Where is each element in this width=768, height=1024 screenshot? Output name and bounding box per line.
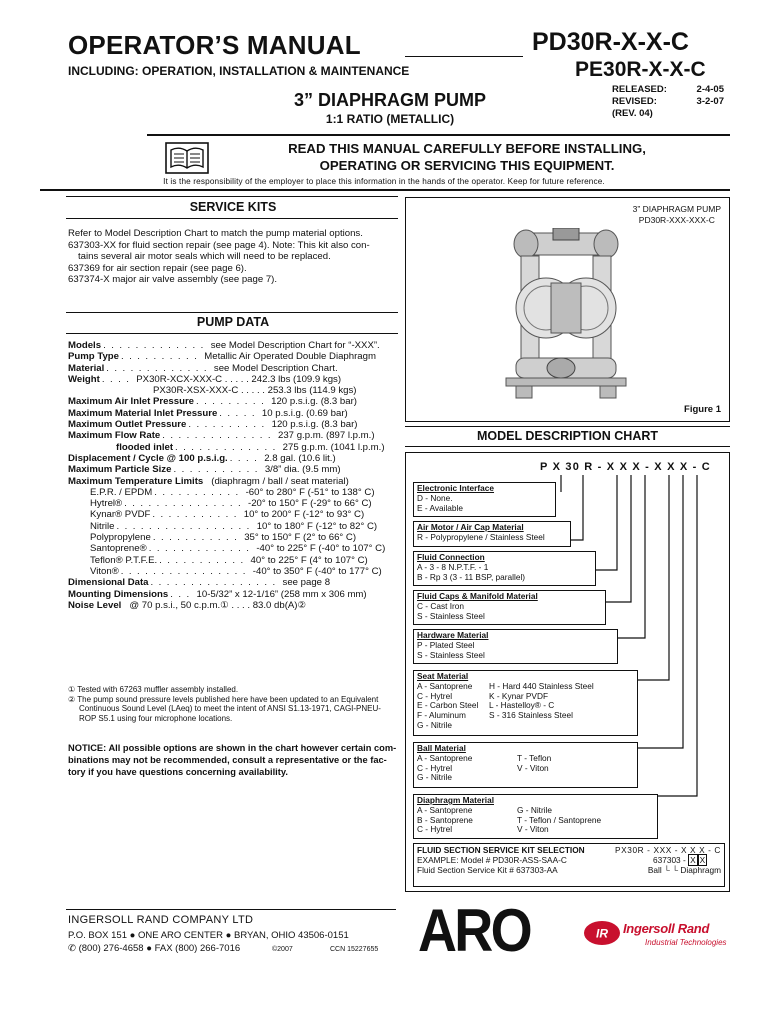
pump-data-leader: . . . . . . . . . . . . . xyxy=(103,340,205,351)
company-address: P.O. BOX 151 ● ONE ARO CENTER ● BRYAN, OHIO 43506-0151 xyxy=(68,930,349,941)
pump-data-row xyxy=(68,589,403,600)
revision-number: (REV. 04) xyxy=(612,108,653,119)
read-manual-warning: READ THIS MANUAL CAREFULLY BEFORE INSTALLING, OPERATING OR SERVICING THIS EQUIPMENT. xyxy=(288,141,646,173)
ingersoll-rand-mark-icon xyxy=(583,920,621,946)
pump-data-row xyxy=(68,532,403,543)
pump-data-row xyxy=(68,396,403,407)
pump-data-value: 10° to 200° F (-12° to 93° C) xyxy=(243,509,365,521)
pump-data-label: E.P.R. / EPDM xyxy=(90,486,153,498)
box-fluid-caps: Fluid Caps & Manifold Material C - Cast Iron S - Stainless Steel xyxy=(413,590,606,625)
pump-data-value: Metallic Air Operated Double Diaphragm xyxy=(204,351,376,363)
pump-data-label: Noise Level xyxy=(68,599,122,611)
pump-data-label: Displacement / Cycle @ 100 p.s.i.g. xyxy=(68,452,228,464)
pump-data-leader: . . . . . . . . . . xyxy=(121,351,199,363)
responsibility-note: It is the responsibility of the employer to place this information in the hands of the operator. Keep for future reference. xyxy=(163,177,605,186)
pump-data-row xyxy=(68,543,403,554)
released-value: 2-4-05 xyxy=(696,84,724,95)
ccn-number: CCN 15227655 xyxy=(330,946,379,953)
pump-data-value: see page 8 xyxy=(282,577,331,589)
pump-data-leader: . . . . . . . . . . . . . . . . . xyxy=(116,520,251,532)
pump-data-row xyxy=(68,419,403,430)
pump-data-value: 120 p.s.i.g. (8.3 bar) xyxy=(271,419,358,431)
pump-data-value: 35° to 150° F (2° to 66° C) xyxy=(244,532,357,544)
pump-data-row xyxy=(68,555,403,566)
pump-data-row xyxy=(68,453,403,464)
pump-data-leader: . . . . . . . . . . . . . . . . xyxy=(120,565,247,577)
pump-data-leader: . . . . . . . . . . . xyxy=(173,464,259,476)
footnotes: ① Tested with 67263 muffler assembly installed. ② The pump sound pressure levels published here have been updated to an Equivalent Continuous Sound Level (LAeq) to meet the intent of ANSI S1.13-1971, CAGI-PNEU- ROP S5.1 using four microphone locations. xyxy=(68,685,381,723)
figure-label: Figure 1 xyxy=(684,404,721,415)
pump-data-label: Maximum Temperature Limits xyxy=(68,475,204,487)
pump-data-leader: . . . . . . . . . . . xyxy=(154,486,240,498)
pump-data-value: 10-5/32” x 12-1/16” (258 mm x 306 mm) xyxy=(196,588,367,600)
pump-data-leader: . . . . . . . . . . . xyxy=(152,509,238,521)
box-service-kit-selection: FLUID SECTION SERVICE KIT SELECTION PX30R - XXX - X X X - C EXAMPLE: Model # PD30R-ASS-SAA-C 637303 - X X Fluid Section Service Kit # 637303-AA Ball └ └ Diaphragm xyxy=(413,843,725,887)
pump-data-label: Weight xyxy=(68,373,100,385)
pump-data-label: Teflon® P.T.F.E. xyxy=(90,554,158,566)
pump-data-row xyxy=(68,600,403,611)
box-hardware-material: Hardware Material P - Plated Steel S - Stainless Steel xyxy=(413,629,618,664)
pump-data-label: Mounting Dimensions xyxy=(68,588,169,600)
released-label: RELEASED: xyxy=(612,84,667,95)
pump-data-label: Maximum Outlet Pressure xyxy=(68,419,187,431)
pump-data-leader: . . . . . . . . . . . . . . . xyxy=(124,498,243,510)
manual-subtitle: INCLUDING: OPERATION, INSTALLATION & MAINTENANCE xyxy=(68,64,410,78)
pump-data-label: Maximum Flow Rate xyxy=(68,430,161,442)
box-air-motor: Air Motor / Air Cap Material R - Polypropylene / Stainless Steel xyxy=(413,521,571,547)
pump-data-label: Maximum Air Inlet Pressure xyxy=(68,396,195,408)
company-phone: ✆ (800) 276-4658 ● FAX (800) 266-7016 xyxy=(68,943,241,954)
pump-data-label: Dimensional Data xyxy=(68,577,149,589)
pump-data-value: 120 p.s.i.g. (8.3 bar) xyxy=(271,396,357,408)
pump-data-leader: . . . . . . . . . . . xyxy=(159,554,245,566)
pump-data-leader: . . . . xyxy=(101,373,131,385)
pump-data-value: 10 p.s.i.g. (0.69 bar) xyxy=(261,407,348,419)
pump-data-heading: PUMP DATA xyxy=(196,315,270,329)
pump-data-label: flooded inlet xyxy=(116,441,174,453)
pump-data-label: Kynar® PVDF xyxy=(90,509,151,521)
pump-data-leader: . . . . . . . . . xyxy=(196,396,266,408)
ingersoll-rand-wordmark: Ingersoll Rand xyxy=(623,921,710,936)
pump-data-row xyxy=(68,363,403,374)
pump-data-leader: . . . . . . . . . . xyxy=(188,419,266,431)
model-secondary: PE30R-X-X-C xyxy=(575,58,706,81)
pump-data-row xyxy=(68,487,403,498)
pump-data-leader: . . . . . . . . . . . . . . xyxy=(162,430,273,442)
box-fluid-connection: Fluid Connection A - 3 - 8 N.P.T.F. - 1 B - Rp 3 (3 - 11 BSP, parallel) xyxy=(413,551,596,586)
pump-ratio: 1:1 RATIO (METALLIC) xyxy=(325,112,455,126)
pump-data-row xyxy=(68,521,403,532)
pump-data-value: -20° to 150° F (-29° to 66° C) xyxy=(248,498,372,510)
book-icon xyxy=(165,142,209,174)
pump-data-row xyxy=(68,476,403,487)
pump-data-value: PX30R-XCX-XXX-C . . . . . 242.3 lbs (109.9 kgs) xyxy=(136,373,342,385)
pump-data-rule-top xyxy=(66,312,398,313)
model-chart-heading: MODEL DESCRIPTION CHART xyxy=(476,429,659,443)
pump-data-label: Material xyxy=(68,362,105,374)
pump-data-label: Polypropylene xyxy=(90,532,151,544)
pump-data-row xyxy=(68,464,403,475)
pump-data-row xyxy=(68,351,403,362)
pump-data-value: 40° to 225° F (4° to 107° C) xyxy=(250,554,368,566)
pump-data-value: 275 g.p.m. (1041 l.p.m.) xyxy=(282,441,385,453)
industrial-technologies: Industrial Technologies xyxy=(645,938,727,947)
warning-bottom-rule xyxy=(40,189,730,191)
pump-data-label: Nitrile xyxy=(90,520,115,532)
pump-data-label: Pump Type xyxy=(68,351,119,363)
pump-illustration xyxy=(501,228,631,403)
pump-data-value: see Model Description Chart for “-XXX”. xyxy=(210,340,380,351)
service-kits-rule-top xyxy=(66,196,398,197)
pump-data-label: Maximum Particle Size xyxy=(68,464,172,476)
pump-data-value: -60° to 280° F (-51° to 138° C) xyxy=(245,486,375,498)
revision-block xyxy=(612,84,724,120)
pump-data-label: Maximum Material Inlet Pressure xyxy=(68,407,218,419)
pump-data-value: (diaphragm / ball / seat material) xyxy=(211,475,349,487)
pump-data-label: Viton® xyxy=(90,565,119,577)
pump-data-rule-bottom xyxy=(66,333,398,334)
pump-data-value: 10° to 180° F (-12° to 82° C) xyxy=(256,520,378,532)
pump-data-leader: . . . . . . . . . . . . . xyxy=(148,543,251,555)
pump-data-row xyxy=(68,374,403,385)
model-primary: PD30R-X-X-C xyxy=(532,28,689,56)
pump-data-row xyxy=(68,385,403,396)
box-diaphragm-material: Diaphragm Material A - Santoprene B - Santoprene C - Hytrel G - Nitrile T - Teflon / Santoprene V - Viton xyxy=(413,794,658,839)
service-kits-heading: SERVICE KITS xyxy=(189,200,277,214)
pump-data-row xyxy=(68,577,403,588)
pump-data-value: PX30R-XSX-XXX-C . . . . . 253.3 lbs (114.9 kgs) xyxy=(153,385,357,397)
model-chart-rule-top xyxy=(405,426,730,427)
pump-data-value: -40° to 350° F (-40° to 177° C) xyxy=(252,565,382,577)
service-kits-rule-bottom xyxy=(66,218,398,219)
revised-value: 3-2-07 xyxy=(696,96,724,107)
availability-notice: NOTICE: All possible options are shown in the chart however certain com- binations may not be recommended, consult a representative or the fac- tory if you have questions concerning availability. xyxy=(68,743,397,777)
box-ball-material: Ball Material A - Santoprene C - Hytrel G - Nitrile T - Teflon V - Viton xyxy=(413,742,638,788)
pump-data-row xyxy=(68,498,403,509)
warning-top-rule xyxy=(147,134,730,136)
box-seat-material: Seat Material A - Santoprene C - Hytrel E - Carbon Steel F - Aluminum G - Nitrile H - Hard 440 Stainless Steel K - Kynar PVDF L - Hastelloy® - C S - 316 Stainless Steel xyxy=(413,670,638,736)
pump-data-table xyxy=(68,340,403,611)
pump-data-value: 237 g.p.m. (897 l.p.m.) xyxy=(278,430,375,442)
model-code: P X 30 R - X X X - X X X - C xyxy=(540,461,711,473)
title-rule xyxy=(405,56,523,57)
pump-data-leader: . . . . . . . . . . . . . xyxy=(175,441,277,453)
pump-data-row xyxy=(68,430,403,441)
manual-title: OPERATOR’S MANUAL xyxy=(68,30,361,60)
pump-data-row xyxy=(68,509,403,520)
pump-data-value: @ 70 p.s.i., 50 c.p.m.① . . . . 83.0 db(A)② xyxy=(129,599,307,611)
pump-data-leader: . . . . . . . . . . . . . . . . xyxy=(150,577,277,589)
company-name: INGERSOLL RAND COMPANY LTD xyxy=(68,914,254,926)
aro-logo: ARO xyxy=(418,897,530,964)
pump-data-leader: . . . . xyxy=(229,452,259,464)
pump-data-value: 3/8” dia. (9.5 mm) xyxy=(264,464,341,476)
ir-mark-text: IR xyxy=(596,926,608,941)
pump-data-leader: . . . . . xyxy=(219,407,256,419)
revised-label: REVISED: xyxy=(612,96,657,107)
pump-data-value: see Model Description Chart. xyxy=(213,362,338,374)
figure-1-frame xyxy=(405,197,730,422)
model-chart-rule-bottom xyxy=(405,446,730,447)
pump-data-label: Santoprene® xyxy=(90,543,147,555)
footer-rule xyxy=(66,909,396,910)
pump-data-leader: . . . xyxy=(170,588,191,600)
pump-data-value: -40° to 225° F (-40° to 107° C) xyxy=(256,543,386,555)
pump-title: 3” DIAPHRAGM PUMP xyxy=(293,90,486,110)
service-kits-text: Refer to Model Description Chart to match the pump material options. 637303-XX for fluid section repair (see page 4). Note: This kit also con- tains several air motor seals which will need to be replaced. 637369 for air section repair (see page 6). 637374-X major air valve assembly (see page 7). xyxy=(68,228,370,286)
pump-data-label: Models xyxy=(68,340,102,351)
figure-caption: 3” DIAPHRAGM PUMP PD30R-XXX-XXX-C xyxy=(632,204,721,225)
pump-data-value: 2.8 gal. (10.6 lit.) xyxy=(264,452,336,464)
pump-data-row xyxy=(68,566,403,577)
pump-data-row xyxy=(68,408,403,419)
copyright: ©2007 xyxy=(272,946,293,953)
pump-data-row xyxy=(68,340,403,351)
pump-data-label: Hytrel® xyxy=(90,498,123,510)
pump-data-row xyxy=(68,442,403,453)
pump-data-leader: . . . . . . . . . . . . . xyxy=(106,362,208,374)
box-electronic-interface: Electronic Interface D - None. E - Available xyxy=(413,482,556,517)
pump-data-leader: . . . . . . . . . . . xyxy=(152,532,239,544)
